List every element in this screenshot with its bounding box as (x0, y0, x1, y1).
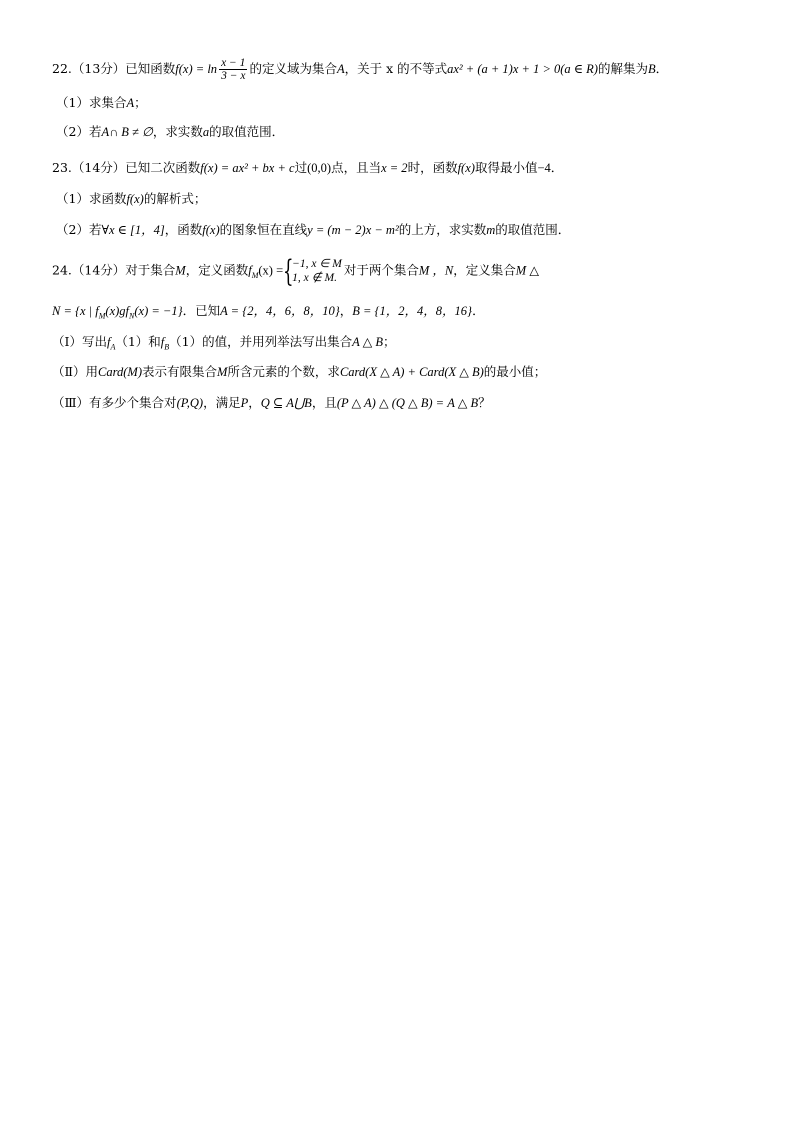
q24-line2-text: ．已知 (182, 303, 221, 318)
q23-func: f(x) = ax² + bx + c (200, 161, 295, 175)
q22-part1-end: ； (134, 95, 147, 110)
q24-part1-fb-sub: B (164, 342, 170, 352)
q22-end-mark: ． (655, 61, 669, 76)
q24-part3-pair: (P,Q) (176, 396, 204, 410)
q24-part1-fa: f (106, 335, 111, 349)
q24-sep: ， (339, 303, 353, 318)
q24-line2-end: (x) = −1} (134, 304, 183, 318)
q23-end: ． (550, 160, 564, 175)
q24-part3-mid3: ，且 (311, 395, 337, 410)
q23-mid2: 点，且当 (331, 160, 382, 175)
q22-part2-var: a (202, 125, 210, 139)
q24-part1-end: ； (383, 334, 396, 349)
q24-header: 24.（14分）对于集合 (52, 262, 176, 278)
q24-sym: M △ (515, 263, 539, 278)
q24-part2-text: （Ⅱ）用 (52, 364, 98, 379)
q24-line2-def: N = {x | f (52, 304, 99, 318)
q24-part2 (52, 364, 546, 380)
q22-fraction (219, 57, 247, 82)
q24-mid3: ，定义集合 (453, 262, 516, 278)
q23-part1-text: （1）求函数 (56, 191, 127, 206)
q23-header: 23.（14分）已知二次函数 (52, 160, 201, 175)
q24-part1-mid2: （1）的值，并用列举法写出集合 (169, 334, 353, 349)
q24-line2-sub1: M (98, 311, 106, 321)
q22-part1 (56, 95, 147, 111)
q24-part2-end: 的最小值； (483, 364, 547, 379)
q22-part2-text: （2）若 (56, 124, 102, 139)
q24-mid2: 对于两个集合 (343, 262, 419, 278)
q24-piecewise (283, 254, 342, 289)
q22-header: 22.（13分）已知函数 (52, 61, 176, 76)
q24-part2-mid2: 所含元素的个数，求 (227, 364, 340, 379)
q24-stem (52, 254, 539, 289)
q22-part1-set: A (126, 96, 135, 110)
q23-func2: f(x) (457, 161, 475, 175)
q23-mid1: 过 (294, 160, 308, 175)
q22-mid-text2: ，关于 x 的不等式 (344, 61, 448, 76)
q23-part2-var: m (486, 223, 496, 237)
q24-line2-sub2: N (129, 311, 135, 321)
q22-set-a: A (336, 62, 345, 76)
q24-func-sub: M (251, 271, 259, 280)
q22-part2-expr: A∩ B ≠ ∅ (101, 125, 153, 139)
q22-set-b: B (647, 62, 656, 76)
q22-frac-num: x − 1 (221, 57, 246, 69)
q22-tail-text: 的解集为 (597, 61, 648, 76)
q24-case1: −1, x ∈ M (292, 258, 342, 270)
q23-part2 (56, 222, 570, 238)
q24-part1-fb: f (160, 335, 165, 349)
q22-mid-text: 的定义域为集合 (249, 61, 337, 76)
q23-part2-func: f(x) (202, 223, 220, 237)
q23-part2-line: y = (m − 2)x − m² (307, 223, 399, 237)
q24-part3-mid2: ， (248, 395, 261, 410)
q24-set-a-def: A = {2，4，6，8，10} (220, 304, 340, 318)
q24-set-b-def: B = {1，2，4，8，16} (352, 304, 473, 318)
q24-part1-fa-sub: A (110, 342, 116, 352)
q24-line2-mid: (x)gf (105, 304, 130, 318)
q24-part2-mid: 表示有限集合 (141, 364, 217, 379)
q24-part3-text: （Ⅲ）有多少个集合对 (52, 395, 177, 410)
q24-part1-mid: （1）和 (115, 334, 161, 349)
q23-part1-end: 的解析式； (143, 191, 207, 206)
q23-part2-end: 的取值范围． (495, 222, 571, 237)
q23-part2-mid2: 的图象恒在直线 (219, 222, 308, 237)
q22-stem (52, 57, 668, 82)
q23-part1 (56, 191, 206, 207)
q22-frac-den: 3 − x (221, 70, 246, 82)
q24-set-m: M (175, 263, 186, 278)
q23-part2-mid: ，函数 (164, 222, 203, 237)
q23-part2-cond: ∀x ∈ [1，4] (101, 223, 165, 237)
q23-tail: 取得最小值 (474, 160, 538, 175)
q23-minval: −4 (537, 161, 551, 175)
q24-part1-text: （Ⅰ）写出 (52, 334, 107, 349)
q24-part3-mid: ，满足 (203, 395, 241, 410)
q24-part3-end: ？ (478, 395, 491, 410)
q22-func-def: f(x) = ln (175, 62, 218, 76)
q24-func-arg: (x) = (258, 263, 284, 278)
q24-mid1: ，定义函数 (185, 262, 249, 278)
q23-point: (0,0) (307, 161, 332, 175)
q23-cond: x = 2 (381, 161, 408, 175)
q24-part1-expr: A △ B (352, 335, 384, 349)
q22-part2-end: 的取值范围． (209, 124, 285, 139)
q24-part3-expr: (P △ A) △ (Q △ B) = A △ B (336, 396, 479, 410)
q24-func: f (248, 263, 252, 278)
q23-mid3: 时，函数 (407, 160, 458, 175)
q22-inequality: ax² + (a + 1)x + 1 > 0(a ∈ R) (447, 62, 598, 76)
q24-part2-m: M (217, 365, 228, 379)
q22-part1-text: （1）求集合 (56, 95, 127, 110)
q24-part2-expr: Card(X △ A) + Card(X △ B) (339, 365, 484, 379)
q24-part2-card: Card(M) (98, 365, 142, 379)
q23-stem (52, 160, 563, 176)
q22-part2-tail: ，求实数 (152, 124, 203, 139)
q24-line2-tail: ． (472, 303, 485, 318)
q24-def-line (52, 303, 485, 325)
q23-part1-func: f(x) (126, 192, 144, 206)
q24-brace: { (283, 254, 294, 289)
q23-part2-text: （2）若 (56, 222, 102, 237)
q24-part1 (52, 334, 396, 356)
q24-part3 (52, 395, 491, 411)
q23-part2-mid3: 的上方，求实数 (398, 222, 487, 237)
q22-part2 (56, 124, 284, 140)
q24-case2: 1, x ∉ M. (292, 272, 337, 284)
q24-part3-q: Q ⊆ A⋃B (260, 396, 312, 410)
q24-sets-mn: M ，N (418, 263, 454, 278)
q24-part3-p: P (240, 396, 249, 410)
